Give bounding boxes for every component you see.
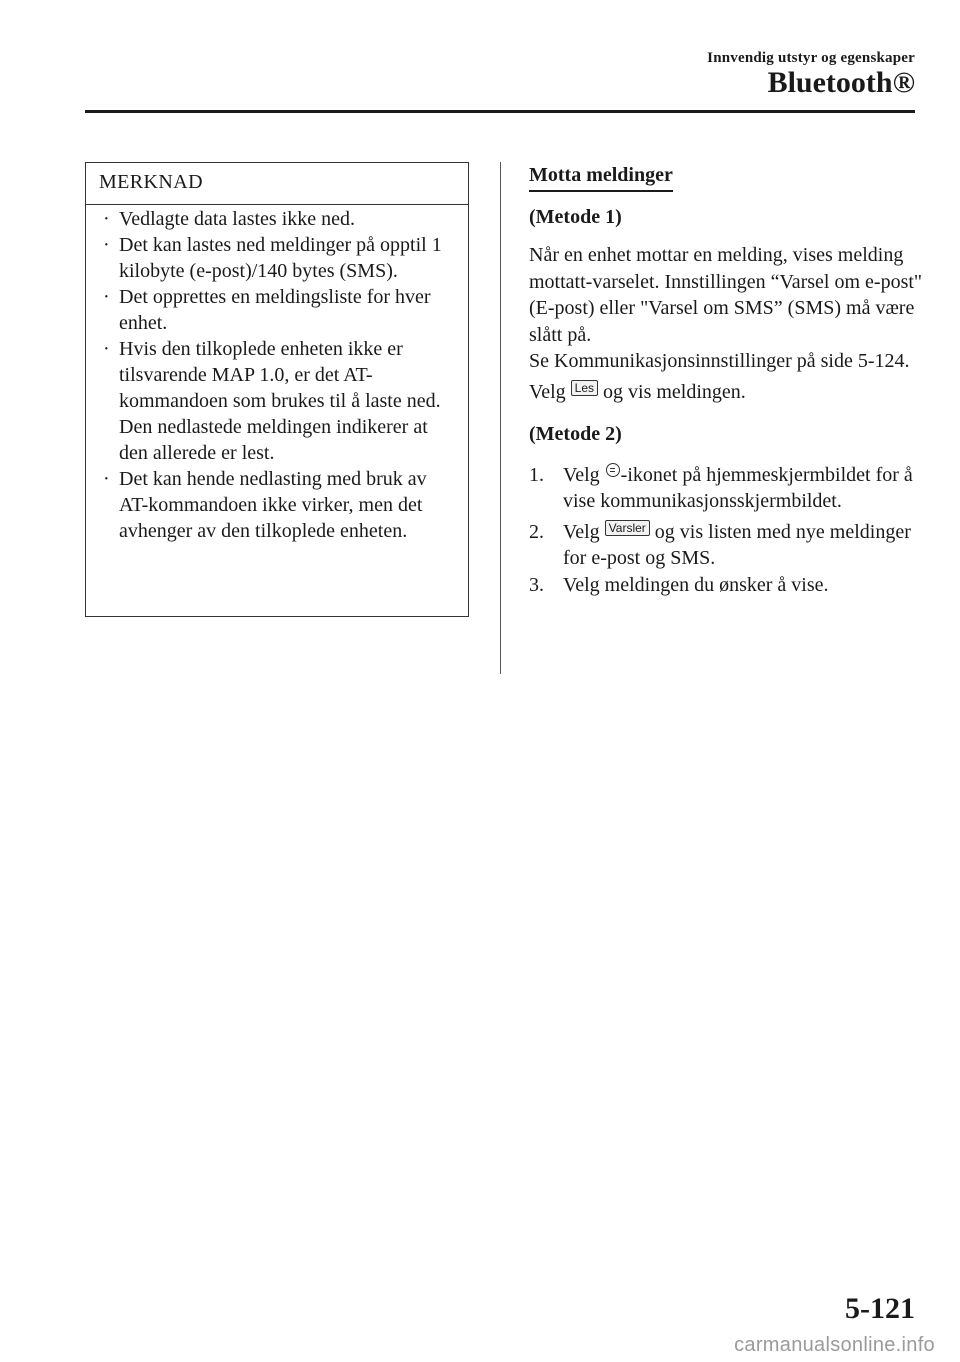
note-item: · Det kan hende nedlasting med bruk av AT-kommandoen ikke virker, men det avhenger av den tilkoplede enheten.	[103, 468, 427, 542]
method1-heading: (Metode 1)	[529, 205, 622, 228]
bullet-icon: ·	[103, 234, 110, 256]
note-item: · Det opprettes en meldingsliste for hver enhet.	[103, 286, 431, 334]
bullet-icon: ·	[103, 208, 110, 230]
note-box	[85, 162, 469, 617]
page-title: Bluetooth®	[767, 66, 915, 99]
method2-heading: (Metode 2)	[529, 423, 622, 445]
footer-url[interactable]: carmanualsonline.info	[734, 1334, 935, 1356]
main-content	[529, 162, 929, 598]
step-item: 3. Velg meldingen du ønsker å vise.	[529, 573, 829, 596]
note-item: · Vedlagte data lastes ikke ned.	[103, 208, 356, 230]
header-divider	[85, 110, 915, 113]
column-divider	[500, 162, 501, 674]
notifications-button[interactable]: Varsler	[605, 520, 650, 536]
method1-instruction: Velg Les og vis meldingen.	[529, 380, 746, 403]
step-item: 2. Velg Varsler og vis listen med nye meldinger for e-post og SMS.	[529, 520, 911, 569]
note-divider	[86, 204, 468, 205]
section-heading: Motta meldinger	[529, 162, 673, 192]
note-title: MERKNAD	[99, 171, 203, 193]
read-button[interactable]: Les	[571, 380, 598, 396]
note-item: · Hvis den tilkoplede enheten ikke er tilsvarende MAP 1.0, er det AT-kommandoen som brukes til å laste ned. Den nedlastede meldingen indikerer at den allerede er lest.	[103, 338, 441, 464]
note-item: · Det kan lastes ned meldinger på opptil 1 kilobyte (e-post)/140 bytes (SMS).	[103, 234, 442, 282]
page-number: 5-121	[845, 1292, 915, 1325]
note-list	[99, 206, 459, 544]
section-subtitle: Innvendig utstyr og egenskaper	[707, 50, 915, 66]
method2-steps	[529, 462, 929, 599]
method1-paragraph: Når en enhet mottar en melding, vises melding mottatt-varselet. Innstillingen “Varsel om e-post" (E-post) eller "Varsel om SMS” (SMS) må være slått på.	[529, 244, 923, 346]
bullet-icon: ·	[103, 468, 110, 490]
message-icon[interactable]	[606, 463, 620, 477]
method1-reference: Se Kommunikasjonsinnstillinger på side 5-124.	[529, 350, 910, 372]
step-item: 1. Velg -ikonet på hjemmeskjermbildet for å vise kommunikasjonsskjermbildet.	[529, 463, 913, 512]
bullet-icon: ·	[103, 338, 110, 360]
bullet-icon: ·	[103, 286, 110, 308]
